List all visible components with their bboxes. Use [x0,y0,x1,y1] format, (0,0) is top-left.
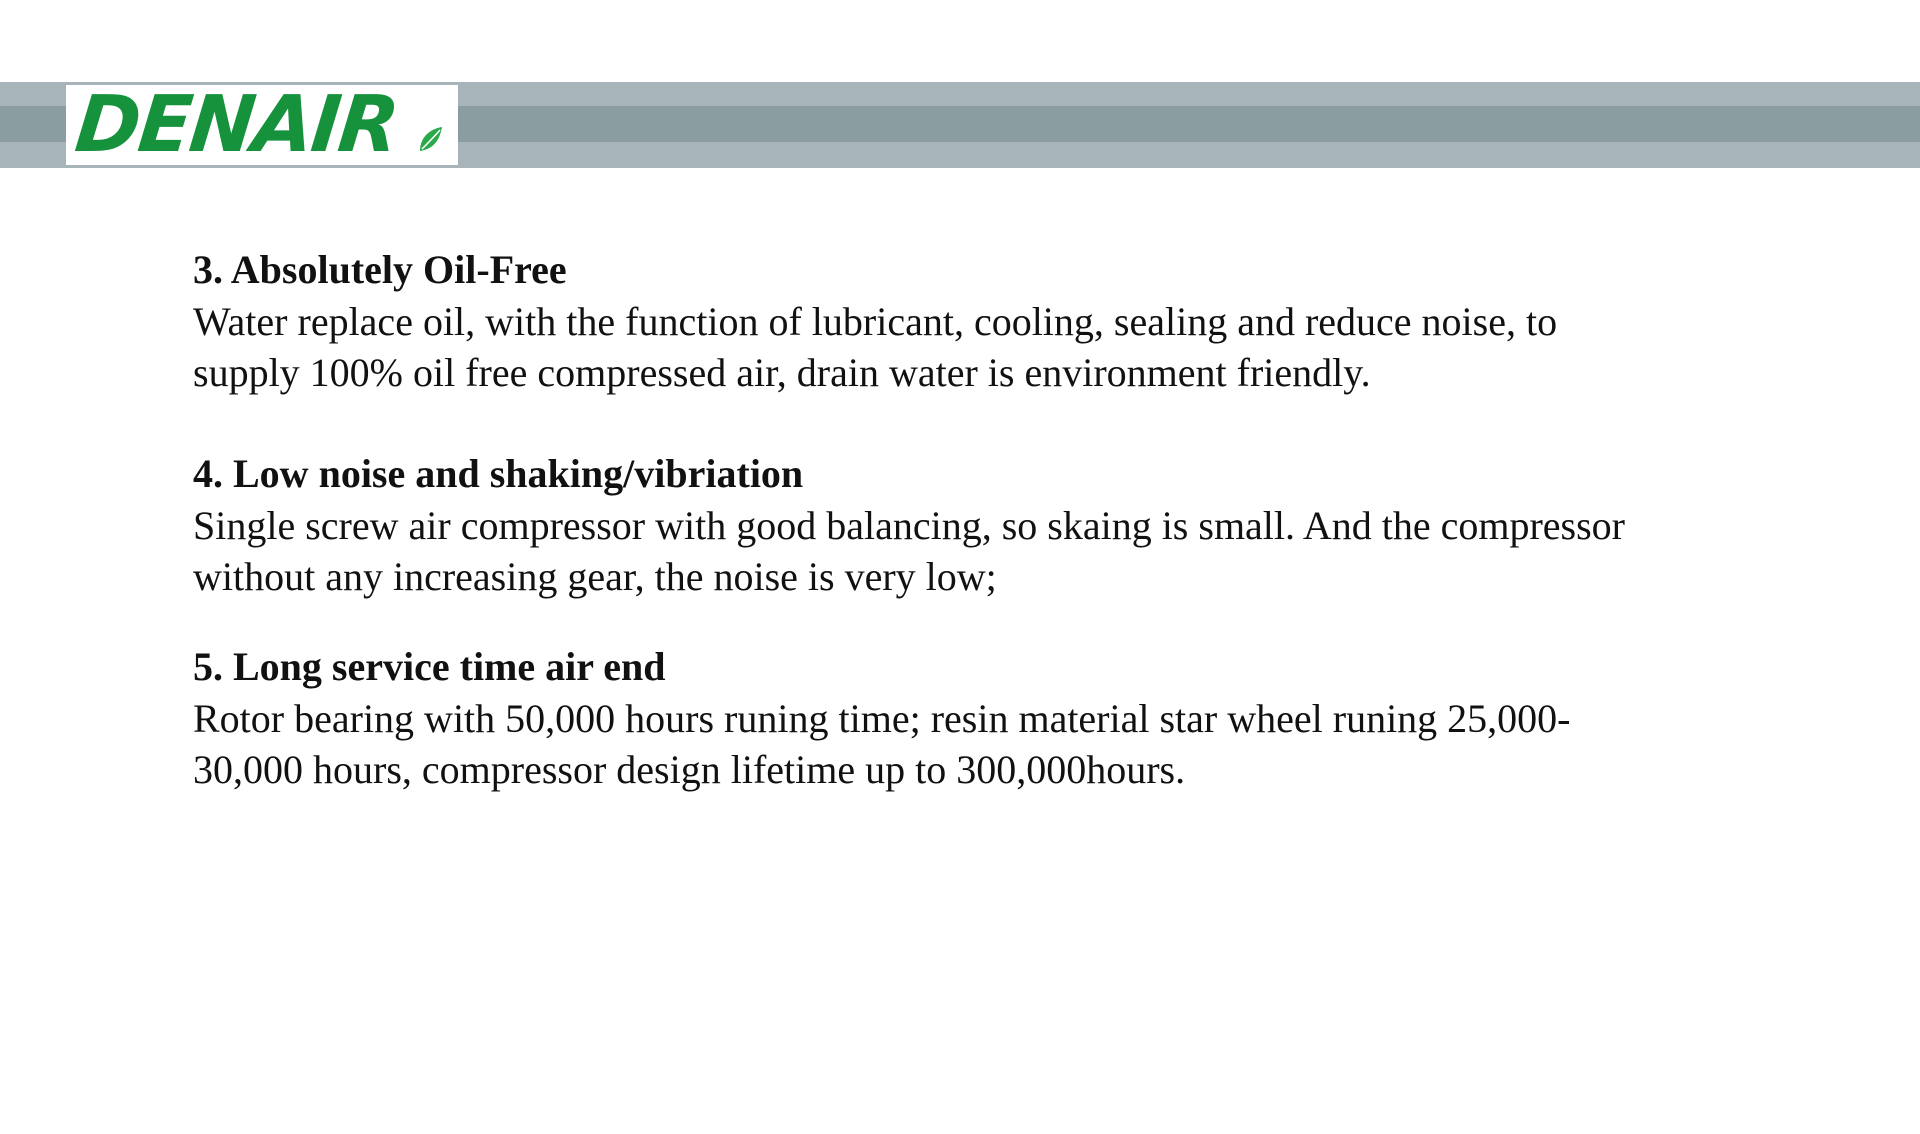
logo-text: DENAIR [71,80,402,170]
denair-logo [66,80,458,170]
section-body-line: supply 100% oil free compressed air, drain water is environment friendly. [193,350,1371,395]
section-body-line: 30,000 hours, compressor design lifetime up to 300,000hours. [193,747,1186,792]
section-body-line: without any increasing gear, the noise is very low; [193,554,997,599]
section-title: 4. Low noise and shaking/vibriation [193,451,804,496]
section-oil-free [193,244,1753,398]
section-title: 5. Long service time air end [193,644,666,689]
section-body-line: Single screw air compressor with good balancing, so skaing is small. And the compressor [193,503,1625,548]
section-low-noise [193,448,1753,602]
leaf-icon [416,125,444,155]
section-body-line: Rotor bearing with 50,000 hours runing time; resin material star wheel runing 25,000- [193,696,1571,741]
section-title: 3. Absolutely Oil-Free [193,247,567,292]
section-body-line: Water replace oil, with the function of lubricant, cooling, sealing and reduce noise, to [193,299,1558,344]
section-long-service [193,641,1753,795]
